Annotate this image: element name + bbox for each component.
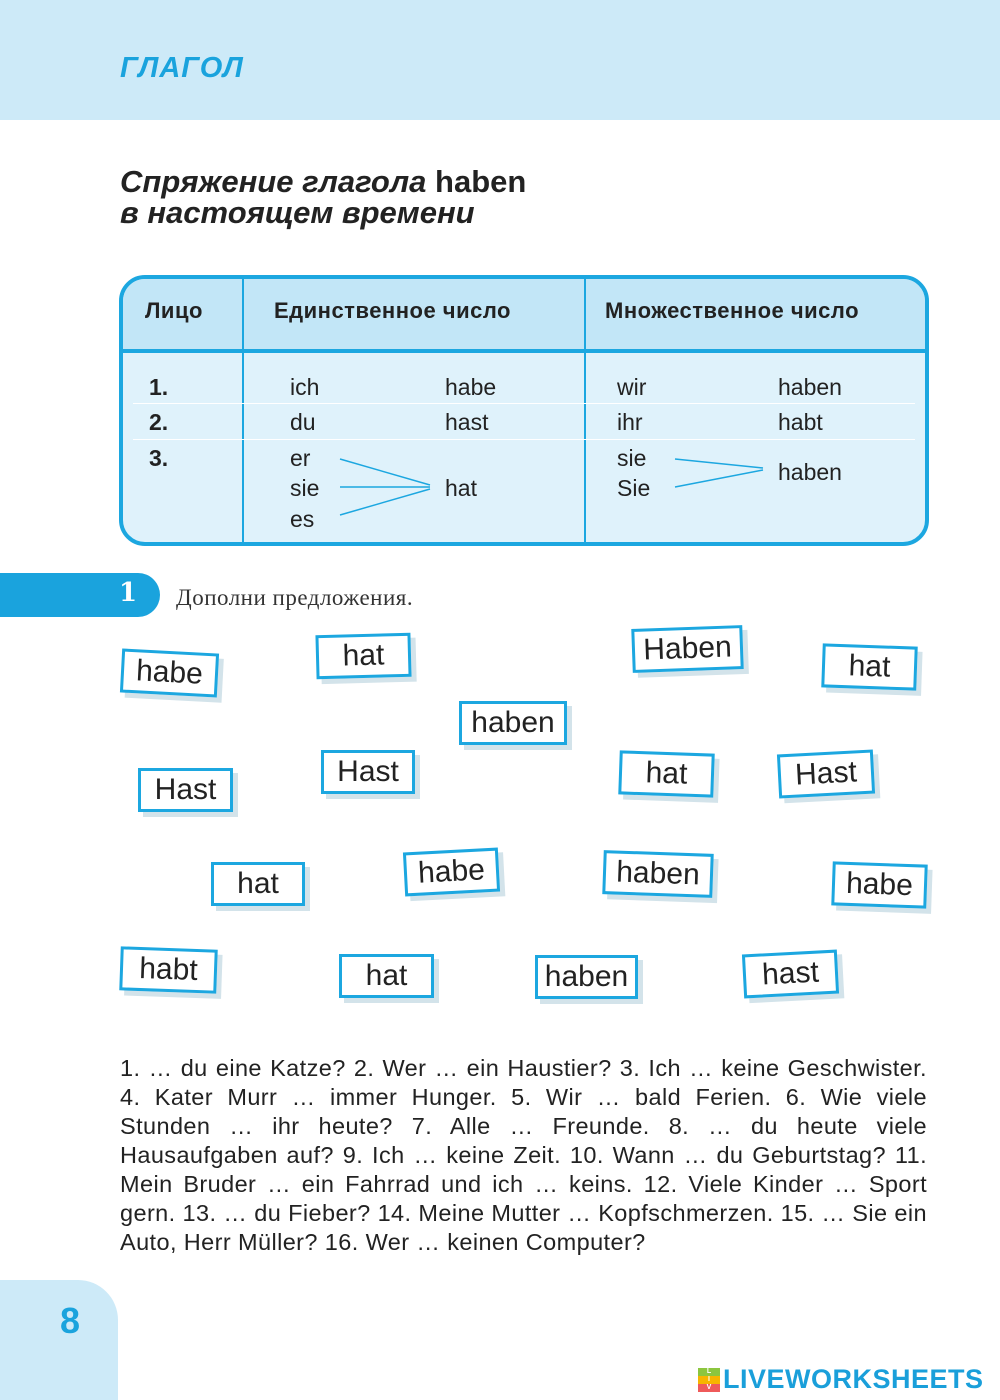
exercise-number: 1 (119, 578, 138, 608)
word-card[interactable]: haben (535, 955, 638, 999)
brand-logo-icon: L I V (698, 1368, 720, 1392)
heading-line2: в настоящем времени (120, 195, 475, 230)
word-card[interactable]: Haben (631, 625, 743, 673)
heading-verb: haben (435, 164, 527, 199)
exercise-instruction: Дополни предложения. (176, 585, 414, 610)
section-title: ГЛАГОЛ (120, 52, 244, 84)
pronoun: ihr (617, 409, 643, 435)
pronoun: er (290, 445, 311, 471)
row-number: 1. (149, 374, 169, 400)
word-card[interactable]: Hast (138, 768, 233, 812)
pronoun: wir (617, 374, 647, 400)
verb-form: hast (445, 409, 489, 435)
verb-form: haben (778, 459, 842, 485)
word-card[interactable]: habe (831, 861, 927, 908)
exercise-sentences: 1. … du eine Katze? 2. Wer … ein Haustier? 3. Ich … keine Geschwister. 4. Kater Murr … immer Hunger. 5. Wir … bald Ferien. 6. Wie viele Stunden … ihr heute? 7. Alle … Freunde. 8. … du heute viele Hausaufgaben auf? 9. Ich … keine Zeit. 10. Wann … du Geburtstag? 11. Mein Bruder … ein Fahrrad und ich … keins. 12. Viele Kinder … Sport gern. 13. … du Fieber? 14. Meine Mutter … Kopfschmerzen. 15. … Sie ein Auto, Herr Müller? 16. Wer … keinen Computer? (120, 1055, 927, 1255)
word-card[interactable]: hat (315, 633, 411, 679)
header-singular: Единственное число (274, 298, 511, 323)
verb-form: haben (778, 374, 842, 400)
liveworksheets-brand[interactable] (698, 1364, 984, 1395)
pronoun: Sie (617, 475, 651, 501)
header-plural: Множественное число (605, 298, 860, 323)
page-number-band (0, 1280, 118, 1400)
word-card[interactable]: habe (120, 648, 219, 697)
word-card[interactable]: hat (821, 643, 917, 690)
arrow-lines (123, 279, 925, 542)
page-heading (120, 166, 526, 228)
row-number: 3. (149, 445, 169, 471)
word-card[interactable]: Hast (777, 750, 875, 799)
word-card[interactable]: Hast (321, 750, 415, 794)
pronoun: es (290, 506, 315, 532)
pronoun: du (290, 409, 316, 435)
brand-name: LIVEWORKSHEETS (723, 1364, 984, 1394)
heading-italic: Спряжение глагола (120, 164, 427, 199)
verb-form: hat (445, 475, 477, 501)
word-card[interactable]: hat (339, 954, 434, 998)
page-number: 8 (60, 1300, 81, 1341)
word-card[interactable]: hat (211, 862, 305, 906)
pronoun: sie (290, 475, 320, 501)
word-card[interactable]: haben (602, 850, 713, 898)
conjugation-table (119, 275, 929, 546)
word-card[interactable]: habe (403, 848, 500, 897)
row-number: 2. (149, 409, 169, 435)
header-person: Лицо (145, 298, 203, 323)
pronoun: ich (290, 374, 320, 400)
word-card[interactable]: hat (618, 750, 714, 797)
verb-form: habe (445, 374, 497, 400)
word-card[interactable]: habt (119, 946, 217, 993)
word-card[interactable]: hast (742, 950, 839, 999)
pronoun: sie (617, 445, 647, 471)
word-card[interactable]: haben (459, 701, 567, 745)
verb-form: habt (778, 409, 823, 435)
